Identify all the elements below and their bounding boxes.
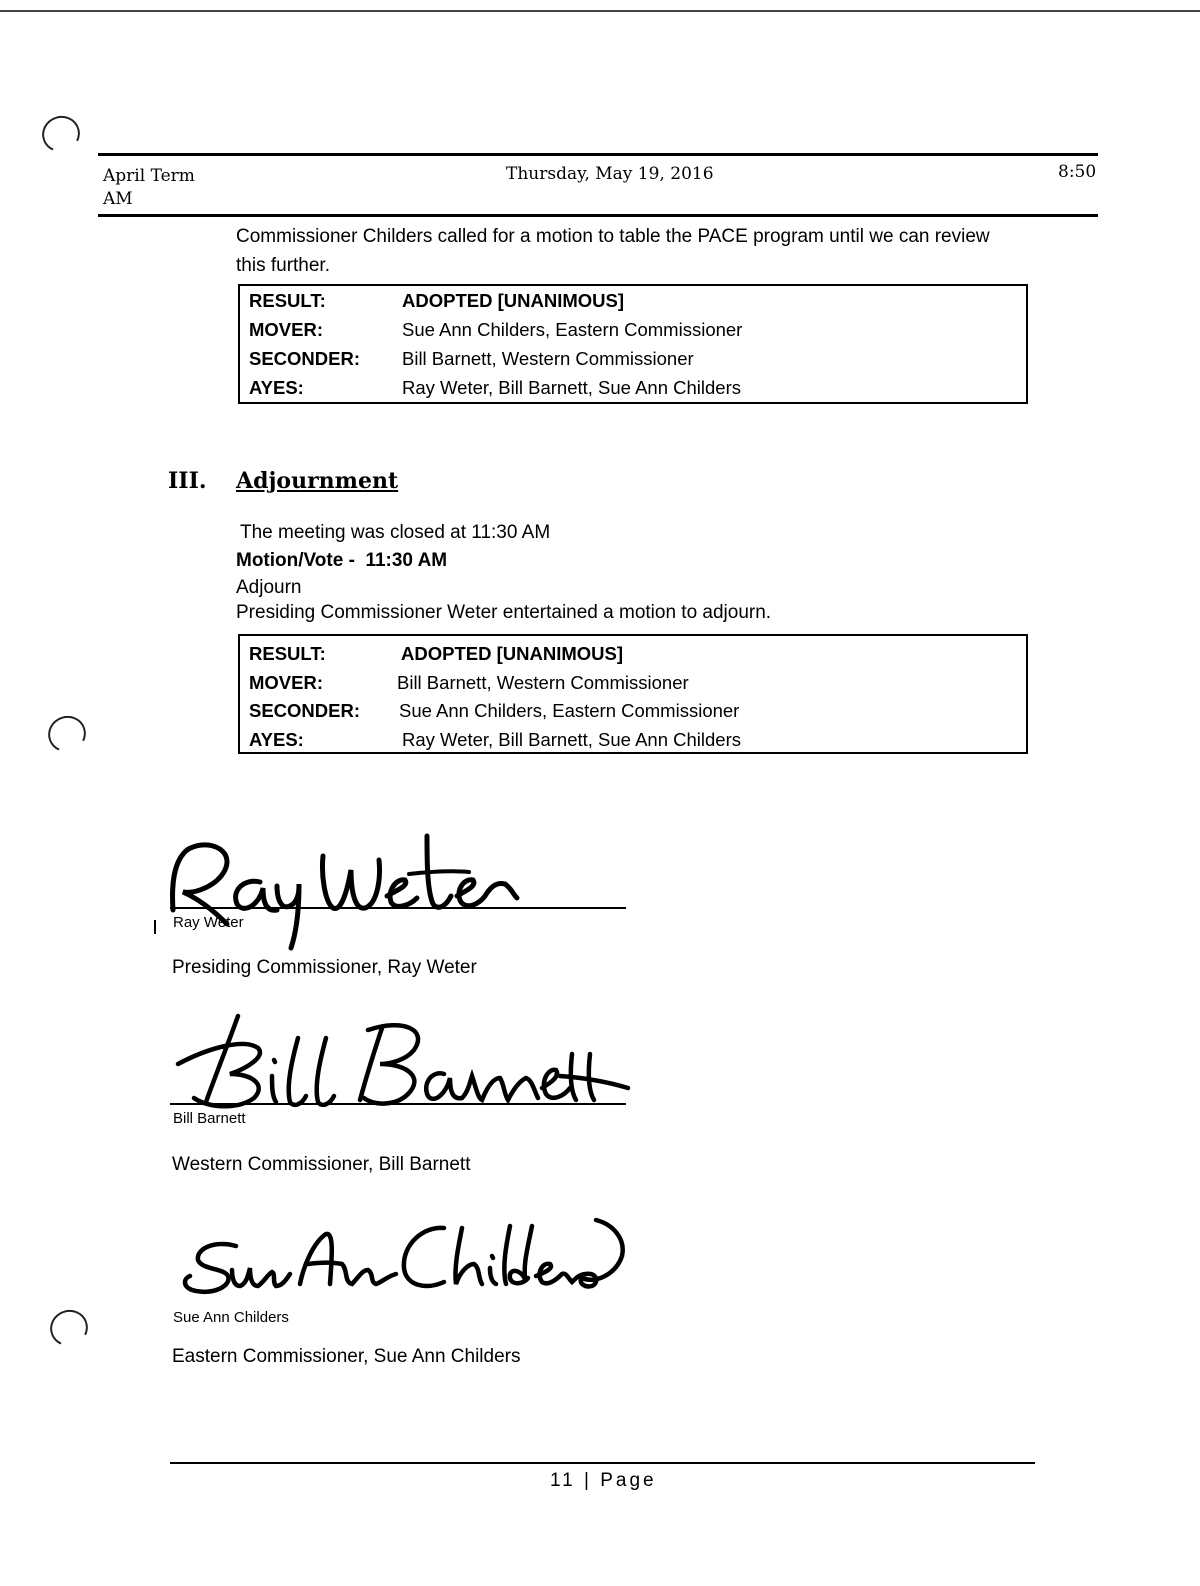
- vote-row-seconder: [249, 700, 1019, 728]
- margin-mark: [154, 920, 156, 934]
- signature-line-ray-weter: [170, 907, 626, 909]
- section-title: Adjournment: [236, 468, 399, 494]
- vote-label: RESULT:: [249, 643, 326, 664]
- page-label: | Page: [584, 1470, 657, 1491]
- vote-value: Ray Weter, Bill Barnett, Sue Ann Childers: [402, 377, 741, 398]
- vote-label: AYES:: [249, 729, 304, 750]
- adjourn-description: Presiding Commissioner Weter entertained a motion to adjourn.: [236, 602, 772, 623]
- binder-hole-bottom: [45, 1305, 93, 1352]
- footer-page-number: [550, 1470, 657, 1492]
- vote-label: SECONDER:: [249, 348, 361, 369]
- adjourn-vote-table: [238, 634, 1028, 754]
- signature-line-bill-barnett: [170, 1103, 626, 1105]
- vote-row-result: [249, 290, 1019, 318]
- header-rule-top: [98, 153, 1098, 156]
- adjourn-label: Adjourn: [236, 577, 302, 598]
- vote-label: AYES:: [249, 377, 304, 398]
- signature-title-ray-weter: Presiding Commissioner, Ray Weter: [172, 957, 477, 978]
- signature-sue-ann-childers: [176, 1212, 636, 1302]
- page-number: 11: [550, 1470, 576, 1491]
- vote-row-seconder: [249, 348, 1019, 376]
- header-ampm: AM: [103, 189, 133, 209]
- vote-label: MOVER:: [249, 319, 323, 340]
- vote-value: Sue Ann Childers, Eastern Commissioner: [402, 319, 743, 340]
- signature-name-ray-weter: Ray Weter: [173, 914, 244, 931]
- signature-title-bill-barnett: Western Commissioner, Bill Barnett: [172, 1154, 471, 1175]
- header-date: Thursday, May 19, 2016: [506, 164, 714, 184]
- motion1-text: Commissioner Childers called for a motion to table the PACE program until we can review this further.: [236, 226, 990, 276]
- signature-name-bill-barnett: Bill Barnett: [173, 1110, 246, 1127]
- footer-rule: [170, 1462, 1035, 1464]
- meeting-closed-text: The meeting was closed at 11:30 AM: [240, 522, 551, 543]
- section-number: III.: [168, 468, 207, 494]
- header-term: April Term: [103, 166, 195, 186]
- vote-value: Bill Barnett, Western Commissioner: [397, 672, 689, 693]
- binder-hole-top: [37, 111, 85, 158]
- vote-value: Ray Weter, Bill Barnett, Sue Ann Childers: [402, 729, 741, 750]
- vote-label: SECONDER:: [249, 700, 361, 721]
- vote-row-mover: [249, 672, 1019, 700]
- signature-bill-barnett: [168, 1008, 628, 1118]
- signature-name-sue-ann-childers: Sue Ann Childers: [173, 1309, 289, 1326]
- vote-value: Bill Barnett, Western Commissioner: [402, 348, 694, 369]
- header-rule-bottom: [98, 214, 1098, 217]
- vote-value: ADOPTED [UNANIMOUS]: [401, 643, 623, 664]
- vote-row-mover: [249, 319, 1019, 347]
- vote-value: ADOPTED [UNANIMOUS]: [402, 290, 624, 311]
- binder-hole-middle: [43, 711, 91, 758]
- header-time: 8:50: [1058, 162, 1097, 182]
- vote-label: RESULT:: [249, 290, 326, 311]
- vote-row-ayes: [249, 729, 1019, 757]
- signature-title-sue-ann-childers: Eastern Commissioner, Sue Ann Childers: [172, 1346, 521, 1367]
- vote-row-ayes: [249, 377, 1019, 405]
- motion-vote-time: Motion/Vote - 11:30 AM: [236, 550, 448, 571]
- scan-top-edge: [0, 10, 1200, 12]
- vote-row-result: [249, 643, 1019, 671]
- vote-value: Sue Ann Childers, Eastern Commissioner: [399, 700, 740, 721]
- motion1-vote-table: [238, 284, 1028, 404]
- vote-label: MOVER:: [249, 672, 323, 693]
